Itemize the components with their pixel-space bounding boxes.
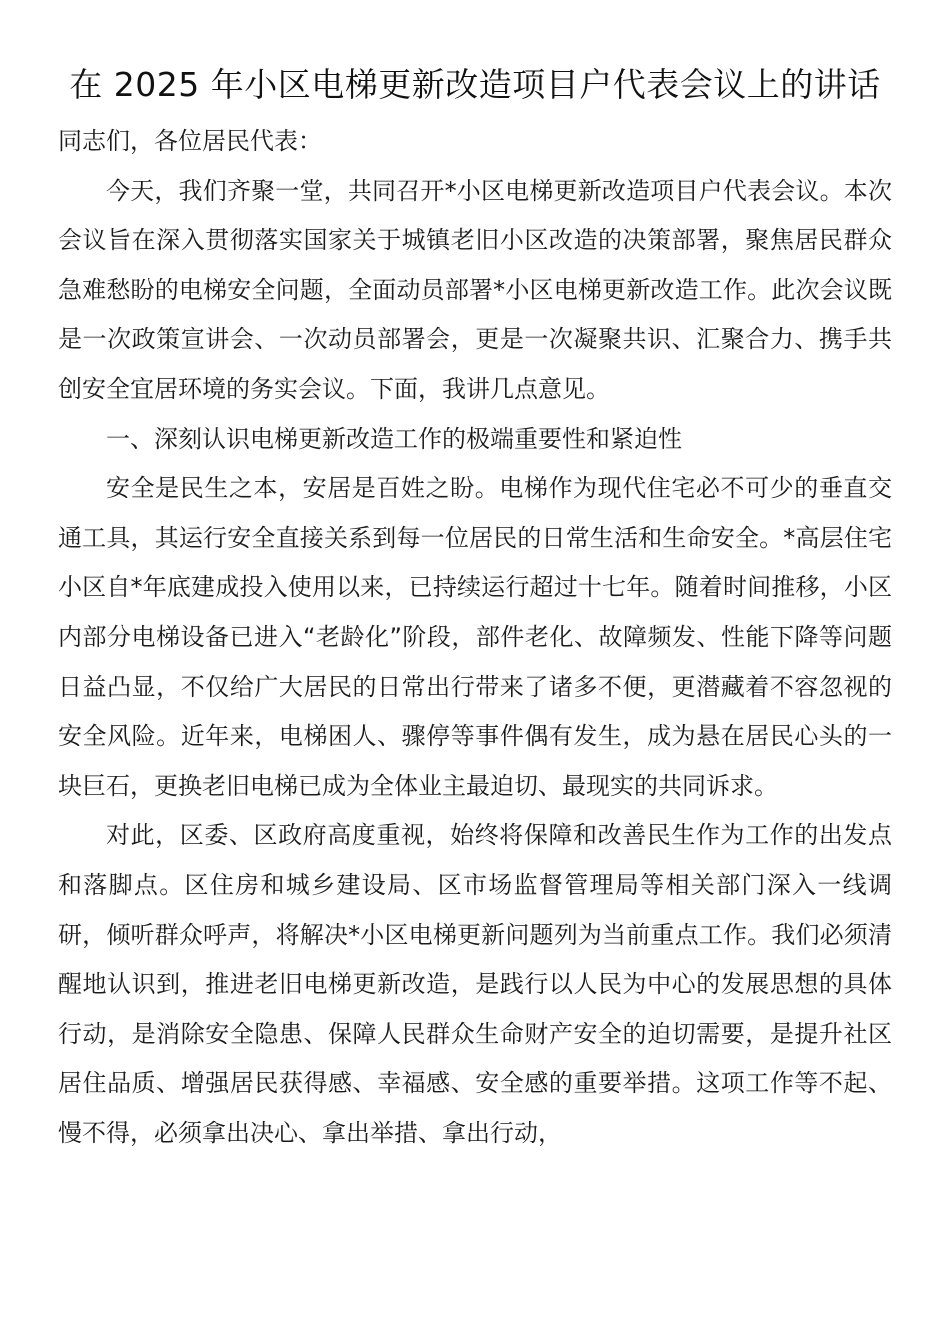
paragraph-government: 对此，区委、区政府高度重视，始终将保障和改善民生作为工作的出发点和落脚点。区住房和城乡建设局、区市场监督管理局等相关部门深入一线调研，倾听群众呼声，将解决*小区电梯更新问题列为当前重点工作。我们必须清醒地认识到，推进老旧电梯更新改造，是践行以人民为中心的发展思想的具体行动，是消除安全隐患、保障人民群众生命财产安全的迫切需要，是提升社区居住品质、增强居民获得感、幸福感、安全感的重要举措。这项工作等不起、慢不得，必须拿出决心、拿出举措、拿出行动， [58, 821, 892, 1147]
paragraph-safety: 安全是民生之本，安居是百姓之盼。电梯作为现代住宅必不可少的垂直交通工具，其运行安全直接关系到每一位居民的日常生活和生命安全。*高层住宅小区自*年底建成投入使用以来，已持续运行超过十七年。随着时间推移，小区内部分电梯设备已进入“老龄化”阶段，部件老化、故障频发、性能下降等问题日益凸显，不仅给广大居民的日常出行带来了诸多不便，更潜藏着不容忽视的安全风险。近年来，电梯困人、骤停等事件偶有发生，成为悬在居民心头的一块巨石，更换老旧电梯已成为全体业主最迫切、最现实的共同诉求。 [58, 474, 892, 800]
document-body [58, 117, 892, 1158]
section-heading-1: 一、深刻认识电梯更新改造工作的极端重要性和紧迫性 [106, 424, 682, 453]
paragraph-opening: 今天，我们齐聚一堂，共同召开*小区电梯更新改造项目户代表会议。本次会议旨在深入贯彻落实国家关于城镇老旧小区改造的决策部署，聚焦居民群众急难愁盼的电梯安全问题，全面动员部署*小区电梯更新改造工作。此次会议既是一次政策宣讲会、一次动员部署会，更是一次凝聚共识、汇聚合力、携手共创安全宜居环境的务实会议。下面，我讲几点意见。 [58, 176, 892, 403]
salutation: 同志们，各位居民代表： [58, 127, 322, 155]
document-title: 在 2025 年小区电梯更新改造项目户代表会议上的讲话 [69, 65, 881, 104]
